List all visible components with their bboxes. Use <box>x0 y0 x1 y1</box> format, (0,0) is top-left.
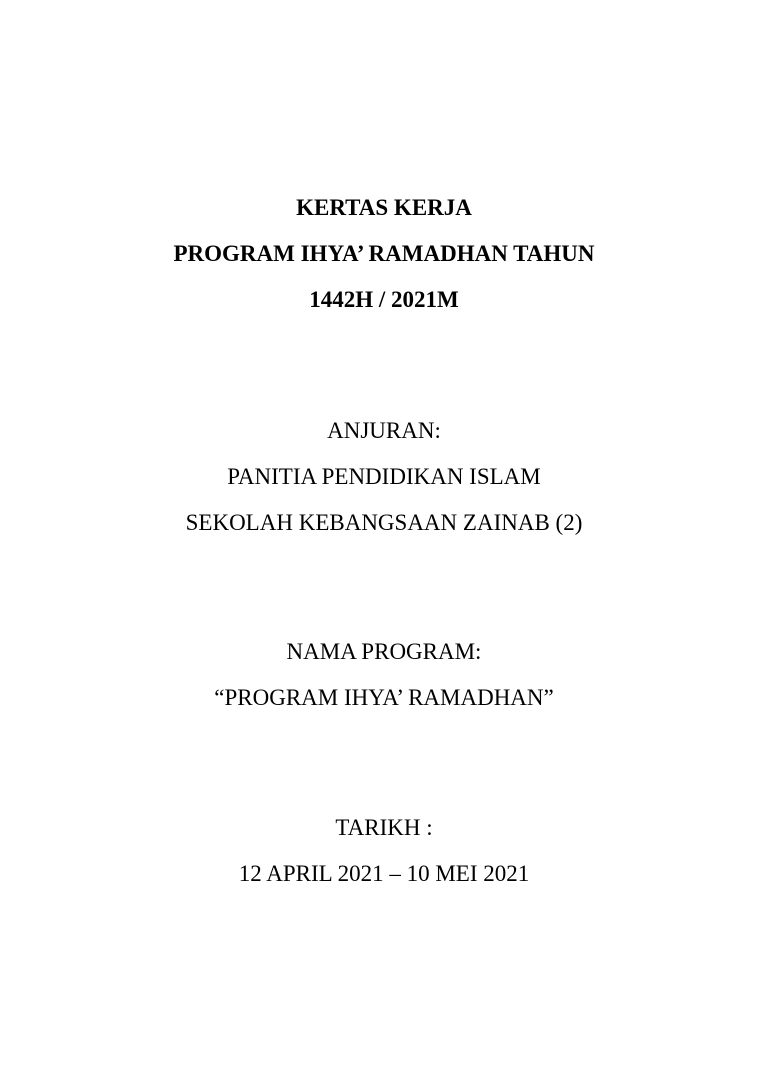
title-line-1: KERTAS KERJA <box>296 195 472 220</box>
date-block <box>0 814 768 906</box>
organizer-label: ANJURAN: <box>327 418 441 443</box>
date-label: TARIKH : <box>335 815 433 840</box>
document-title-block <box>0 194 768 332</box>
organizer-block <box>0 417 768 555</box>
program-block <box>0 638 768 730</box>
program-name: “PROGRAM IHYA’ RAMADHAN” <box>214 685 554 710</box>
date-range: 12 APRIL 2021 – 10 MEI 2021 <box>238 861 530 886</box>
organizer-line-1: PANITIA PENDIDIKAN ISLAM <box>227 464 541 489</box>
organizer-line-2: SEKOLAH KEBANGSAAN ZAINAB (2) <box>185 510 583 535</box>
title-line-2: PROGRAM IHYA’ RAMADHAN TAHUN <box>173 241 595 266</box>
title-line-3: 1442H / 2021M <box>309 287 459 312</box>
program-label: NAMA PROGRAM: <box>286 639 482 664</box>
